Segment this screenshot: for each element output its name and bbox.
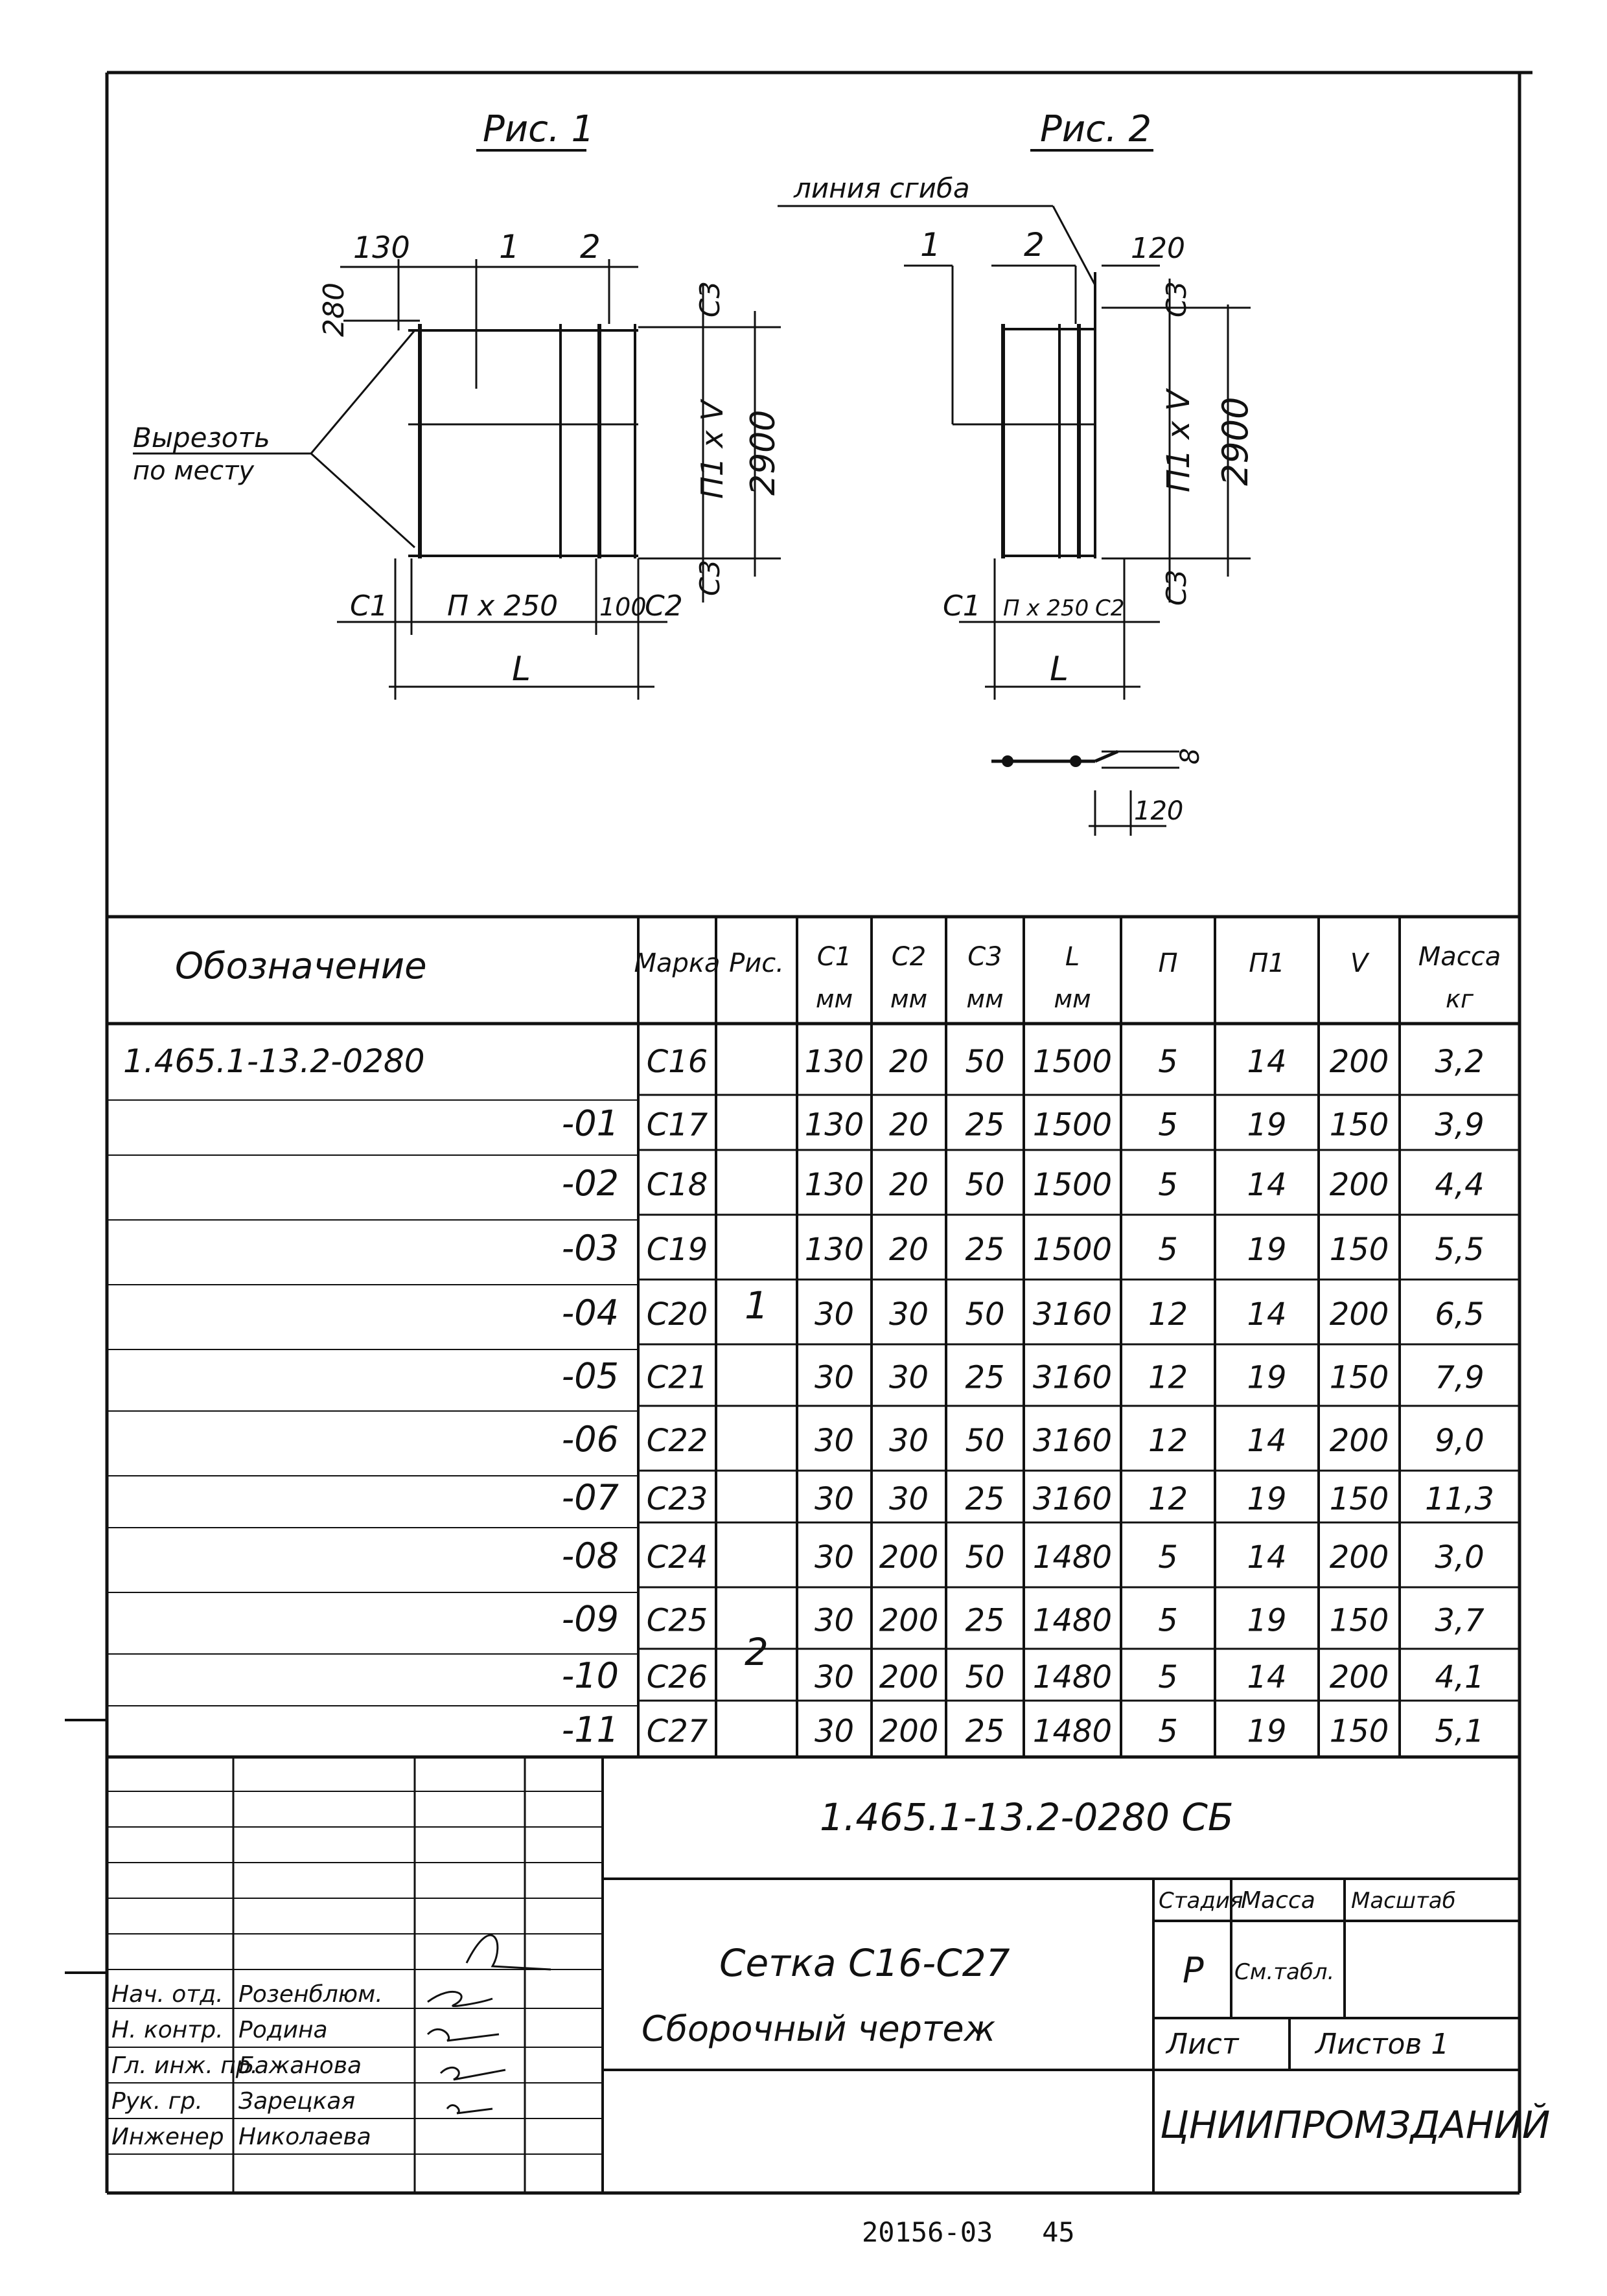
cell-mass: 3,0	[1435, 1539, 1485, 1576]
row-designation: -04	[561, 1292, 619, 1333]
cell-mark: C23	[646, 1481, 708, 1517]
cell-v: 150	[1329, 1713, 1389, 1750]
cell-c2: 200	[879, 1713, 939, 1750]
header-c1-unit: мм	[815, 985, 853, 1013]
fig1-mark-1: 1	[499, 228, 520, 266]
signatures	[428, 1935, 551, 2113]
cell-n1: 19	[1247, 1481, 1287, 1517]
cell-l: 1500	[1032, 1044, 1113, 1080]
row-designation: -01	[561, 1103, 619, 1144]
scale-header: Масштаб	[1351, 1888, 1456, 1914]
fig1-dim-280: 280	[318, 282, 351, 337]
fig2-dim-2900: 2900	[1215, 396, 1256, 486]
cell-c1: 130	[804, 1232, 864, 1268]
cell-v: 150	[1329, 1107, 1389, 1143]
fig1-c2: C2	[645, 590, 683, 623]
cell-n1: 14	[1247, 1423, 1287, 1459]
cell-mark: C20	[646, 1296, 708, 1333]
cell-l: 1480	[1032, 1539, 1113, 1576]
cell-n1: 19	[1247, 1602, 1287, 1639]
cell-c1: 30	[814, 1602, 855, 1639]
cell-c3: 25	[965, 1602, 1005, 1639]
staff-name: Бажанова	[238, 2052, 362, 2079]
fig2-dim-120-detail: 120	[1134, 796, 1184, 826]
staff-role: Гл. инж. пр.	[111, 2052, 259, 2079]
cell-v: 200	[1329, 1167, 1389, 1203]
cell-c1: 130	[804, 1107, 864, 1143]
cell-n: 12	[1148, 1296, 1188, 1333]
figure-1	[133, 108, 783, 700]
cell-n1: 14	[1247, 1167, 1287, 1203]
cell-mark: C18	[646, 1167, 708, 1203]
sheet-label: Лист	[1166, 2028, 1239, 2061]
row-designation: 1.465.1-13.2-0280	[123, 1042, 425, 1080]
cell-c1: 30	[814, 1423, 855, 1459]
cell-mass: 5,5	[1435, 1232, 1485, 1268]
staff-name: Зарецкая	[238, 2088, 356, 2115]
row-designation: -11	[561, 1709, 619, 1751]
cell-l: 3160	[1032, 1481, 1113, 1517]
document-code: 1.465.1-13.2-0280 СБ	[820, 1795, 1234, 1839]
header-l-unit: мм	[1054, 985, 1091, 1013]
cell-mark: C24	[646, 1539, 708, 1576]
cell-n: 12	[1148, 1423, 1188, 1459]
cell-c2: 20	[888, 1044, 929, 1080]
fig2-bend-line-label: линия сгиба	[794, 172, 970, 204]
fig1-dim-130: 130	[353, 230, 410, 265]
cell-v: 150	[1329, 1481, 1389, 1517]
cell-mark: C17	[646, 1107, 708, 1143]
fig1-dim-2900: 2900	[744, 409, 783, 496]
cell-c1: 30	[814, 1713, 855, 1750]
fig2-c3-top: C3	[1161, 281, 1192, 317]
spec-table	[107, 917, 1520, 1757]
fig1-l: L	[512, 650, 531, 689]
cell-n: 5	[1158, 1539, 1178, 1576]
header-mark: Марка	[634, 948, 721, 978]
cell-l: 3160	[1032, 1359, 1113, 1396]
fig1-nx250: П x 250	[447, 590, 559, 623]
fig1-cut-note-line1: Вырезоть	[133, 422, 270, 453]
fig2-c2: C2	[1095, 595, 1125, 621]
cell-v: 150	[1329, 1602, 1389, 1639]
cell-c1: 30	[814, 1659, 855, 1695]
cell-mark: C22	[646, 1423, 708, 1459]
mass-header: Масса	[1241, 1887, 1315, 1914]
fig2-mark-1: 1	[920, 226, 941, 264]
cell-n1: 19	[1247, 1359, 1287, 1396]
cell-v: 200	[1329, 1659, 1389, 1695]
cell-mark: C27	[646, 1713, 708, 1750]
cell-mass: 6,5	[1435, 1296, 1485, 1333]
row-designation: -08	[561, 1535, 619, 1576]
staff-name: Родина	[238, 2017, 328, 2043]
cell-c2: 20	[888, 1107, 929, 1143]
cell-v: 200	[1329, 1539, 1389, 1576]
cell-mass: 3,7	[1435, 1602, 1485, 1639]
cell-n1: 14	[1247, 1044, 1287, 1080]
cell-l: 1480	[1032, 1602, 1113, 1639]
cell-n1: 14	[1247, 1539, 1287, 1576]
cell-c1: 130	[804, 1167, 864, 1203]
cell-mass: 9,0	[1435, 1423, 1485, 1459]
cell-n: 5	[1158, 1232, 1178, 1268]
cell-c3: 25	[965, 1359, 1005, 1396]
cell-n1: 19	[1247, 1713, 1287, 1750]
cell-c3: 50	[965, 1659, 1005, 1695]
cell-v: 200	[1329, 1296, 1389, 1333]
cell-mass: 3,2	[1435, 1044, 1485, 1080]
fig-group-2: 2	[745, 1630, 769, 1674]
fig2-dim-8: 8	[1175, 748, 1205, 764]
cell-mass: 3,9	[1435, 1107, 1485, 1143]
cell-n1: 19	[1247, 1107, 1287, 1143]
header-n1: П1	[1249, 948, 1285, 978]
staff-name: Николаева	[238, 2124, 371, 2150]
cell-c2: 20	[888, 1167, 929, 1203]
cell-n: 5	[1158, 1659, 1178, 1695]
cell-l: 1480	[1032, 1713, 1113, 1750]
row-designation: -07	[561, 1477, 619, 1518]
cell-c1: 130	[804, 1044, 864, 1080]
cell-c1: 30	[814, 1481, 855, 1517]
row-designation: -09	[561, 1598, 619, 1640]
cell-mass: 4,4	[1435, 1167, 1485, 1203]
cell-c3: 25	[965, 1713, 1005, 1750]
fig2-c3-bottom: C3	[1161, 569, 1192, 606]
cell-mark: C25	[646, 1602, 708, 1639]
staff-name: Розенблюм.	[238, 1981, 383, 2008]
fig-group-1: 1	[745, 1283, 769, 1327]
figure-2-title: Рис. 2	[1040, 108, 1152, 150]
header-mass: Масса	[1418, 942, 1501, 972]
staff-role: Инженер	[111, 2124, 224, 2150]
row-designation: -06	[561, 1419, 619, 1460]
fig1-c3-top: C3	[694, 281, 726, 317]
cell-n: 12	[1148, 1359, 1188, 1396]
cell-c2: 200	[879, 1602, 939, 1639]
cell-mark: C26	[646, 1659, 708, 1695]
cell-c3: 25	[965, 1481, 1005, 1517]
cell-mass: 11,3	[1425, 1481, 1494, 1517]
staff-role: Нач. отд.	[111, 1981, 224, 2008]
fig1-cut-note-line2: по месту	[133, 456, 255, 486]
fig1-dim-100: 100	[599, 593, 647, 621]
fig1-mark-2: 2	[580, 228, 601, 266]
cell-v: 150	[1329, 1359, 1389, 1396]
cell-c1: 30	[814, 1539, 855, 1576]
fig1-n1xv: П1 x V	[695, 400, 730, 499]
mass-value: См.табл.	[1234, 1959, 1335, 1985]
cell-v: 150	[1329, 1232, 1389, 1268]
cell-c1: 30	[814, 1296, 855, 1333]
footer-number: 20156-03 45	[862, 2216, 1075, 2248]
cell-v: 200	[1329, 1423, 1389, 1459]
cell-c2: 30	[888, 1296, 929, 1333]
cell-c3: 25	[965, 1107, 1005, 1143]
cell-c2: 200	[879, 1659, 939, 1695]
cell-n: 5	[1158, 1167, 1178, 1203]
fig2-c1: C1	[943, 590, 981, 623]
cell-mark: C19	[646, 1232, 708, 1268]
cell-l: 1480	[1032, 1659, 1113, 1695]
row-designation: -10	[561, 1655, 619, 1696]
cell-n1: 14	[1247, 1659, 1287, 1695]
stage-header: Стадия	[1159, 1888, 1243, 1914]
header-n: П	[1158, 948, 1178, 978]
cell-n: 12	[1148, 1481, 1188, 1517]
cell-n: 5	[1158, 1602, 1178, 1639]
cell-l: 1500	[1032, 1232, 1113, 1268]
cell-n1: 19	[1247, 1232, 1287, 1268]
title-block	[65, 1720, 1550, 2193]
cell-c2: 200	[879, 1539, 939, 1576]
drawing-type: Сборочный чертеж	[642, 2008, 996, 2049]
row-designation: -03	[561, 1228, 619, 1269]
figure-2	[778, 108, 1256, 836]
header-c1: C1	[816, 942, 852, 972]
cell-c3: 50	[965, 1423, 1005, 1459]
cell-n1: 14	[1247, 1296, 1287, 1333]
cell-c3: 50	[965, 1539, 1005, 1576]
header-c2: C2	[891, 942, 927, 972]
product-name: Сетка С16-С27	[719, 1941, 1010, 1985]
cell-c3: 50	[965, 1044, 1005, 1080]
stage-value: Р	[1183, 1950, 1204, 1991]
cell-c3: 50	[965, 1167, 1005, 1203]
cell-n: 5	[1158, 1713, 1178, 1750]
figure-1-title: Рис. 1	[483, 108, 595, 150]
row-designation: -05	[561, 1355, 619, 1397]
row-designation: -02	[561, 1163, 619, 1204]
cell-l: 3160	[1032, 1296, 1113, 1333]
fig2-l: L	[1050, 650, 1069, 689]
header-mass-unit: кг	[1446, 985, 1474, 1013]
fig2-n1xv: П1 x V	[1161, 389, 1197, 492]
cell-mark: C16	[646, 1044, 708, 1080]
staff-role: Рук. гр.	[111, 2088, 203, 2115]
cell-c1: 30	[814, 1359, 855, 1396]
header-fig: Рис.	[729, 948, 784, 978]
staff-role: Н. контр.	[111, 2017, 224, 2043]
header-c3: C3	[967, 942, 1002, 972]
cell-c2: 30	[888, 1481, 929, 1517]
fig2-nx250: П x 250	[1003, 595, 1089, 621]
sheets-count: Листов 1	[1315, 2028, 1450, 2061]
cell-n: 5	[1158, 1044, 1178, 1080]
fig2-mark-2: 2	[1024, 226, 1045, 264]
header-designation: Обозначение	[175, 945, 427, 987]
cell-mass: 7,9	[1435, 1359, 1485, 1396]
cell-mark: C21	[646, 1359, 708, 1396]
fig2-dim-120: 120	[1131, 232, 1185, 265]
cell-l: 1500	[1032, 1107, 1113, 1143]
cell-l: 3160	[1032, 1423, 1113, 1459]
cell-c3: 25	[965, 1232, 1005, 1268]
cell-c3: 50	[965, 1296, 1005, 1333]
header-v: V	[1350, 948, 1369, 978]
cell-c2: 30	[888, 1359, 929, 1396]
cell-mass: 4,1	[1435, 1659, 1485, 1695]
cell-n: 5	[1158, 1107, 1178, 1143]
header-c2-unit: мм	[890, 985, 928, 1013]
header-l: L	[1065, 942, 1080, 972]
header-c3-unit: мм	[966, 985, 1004, 1013]
cell-l: 1500	[1032, 1167, 1113, 1203]
cell-mass: 5,1	[1435, 1713, 1485, 1750]
cell-v: 200	[1329, 1044, 1389, 1080]
cell-c2: 20	[888, 1232, 929, 1268]
fig1-c1: C1	[350, 590, 388, 623]
organization: ЦНИИПРОМЗДАНИЙ	[1160, 2103, 1551, 2147]
fig1-c3-bottom: C3	[694, 559, 726, 596]
cell-c2: 30	[888, 1423, 929, 1459]
